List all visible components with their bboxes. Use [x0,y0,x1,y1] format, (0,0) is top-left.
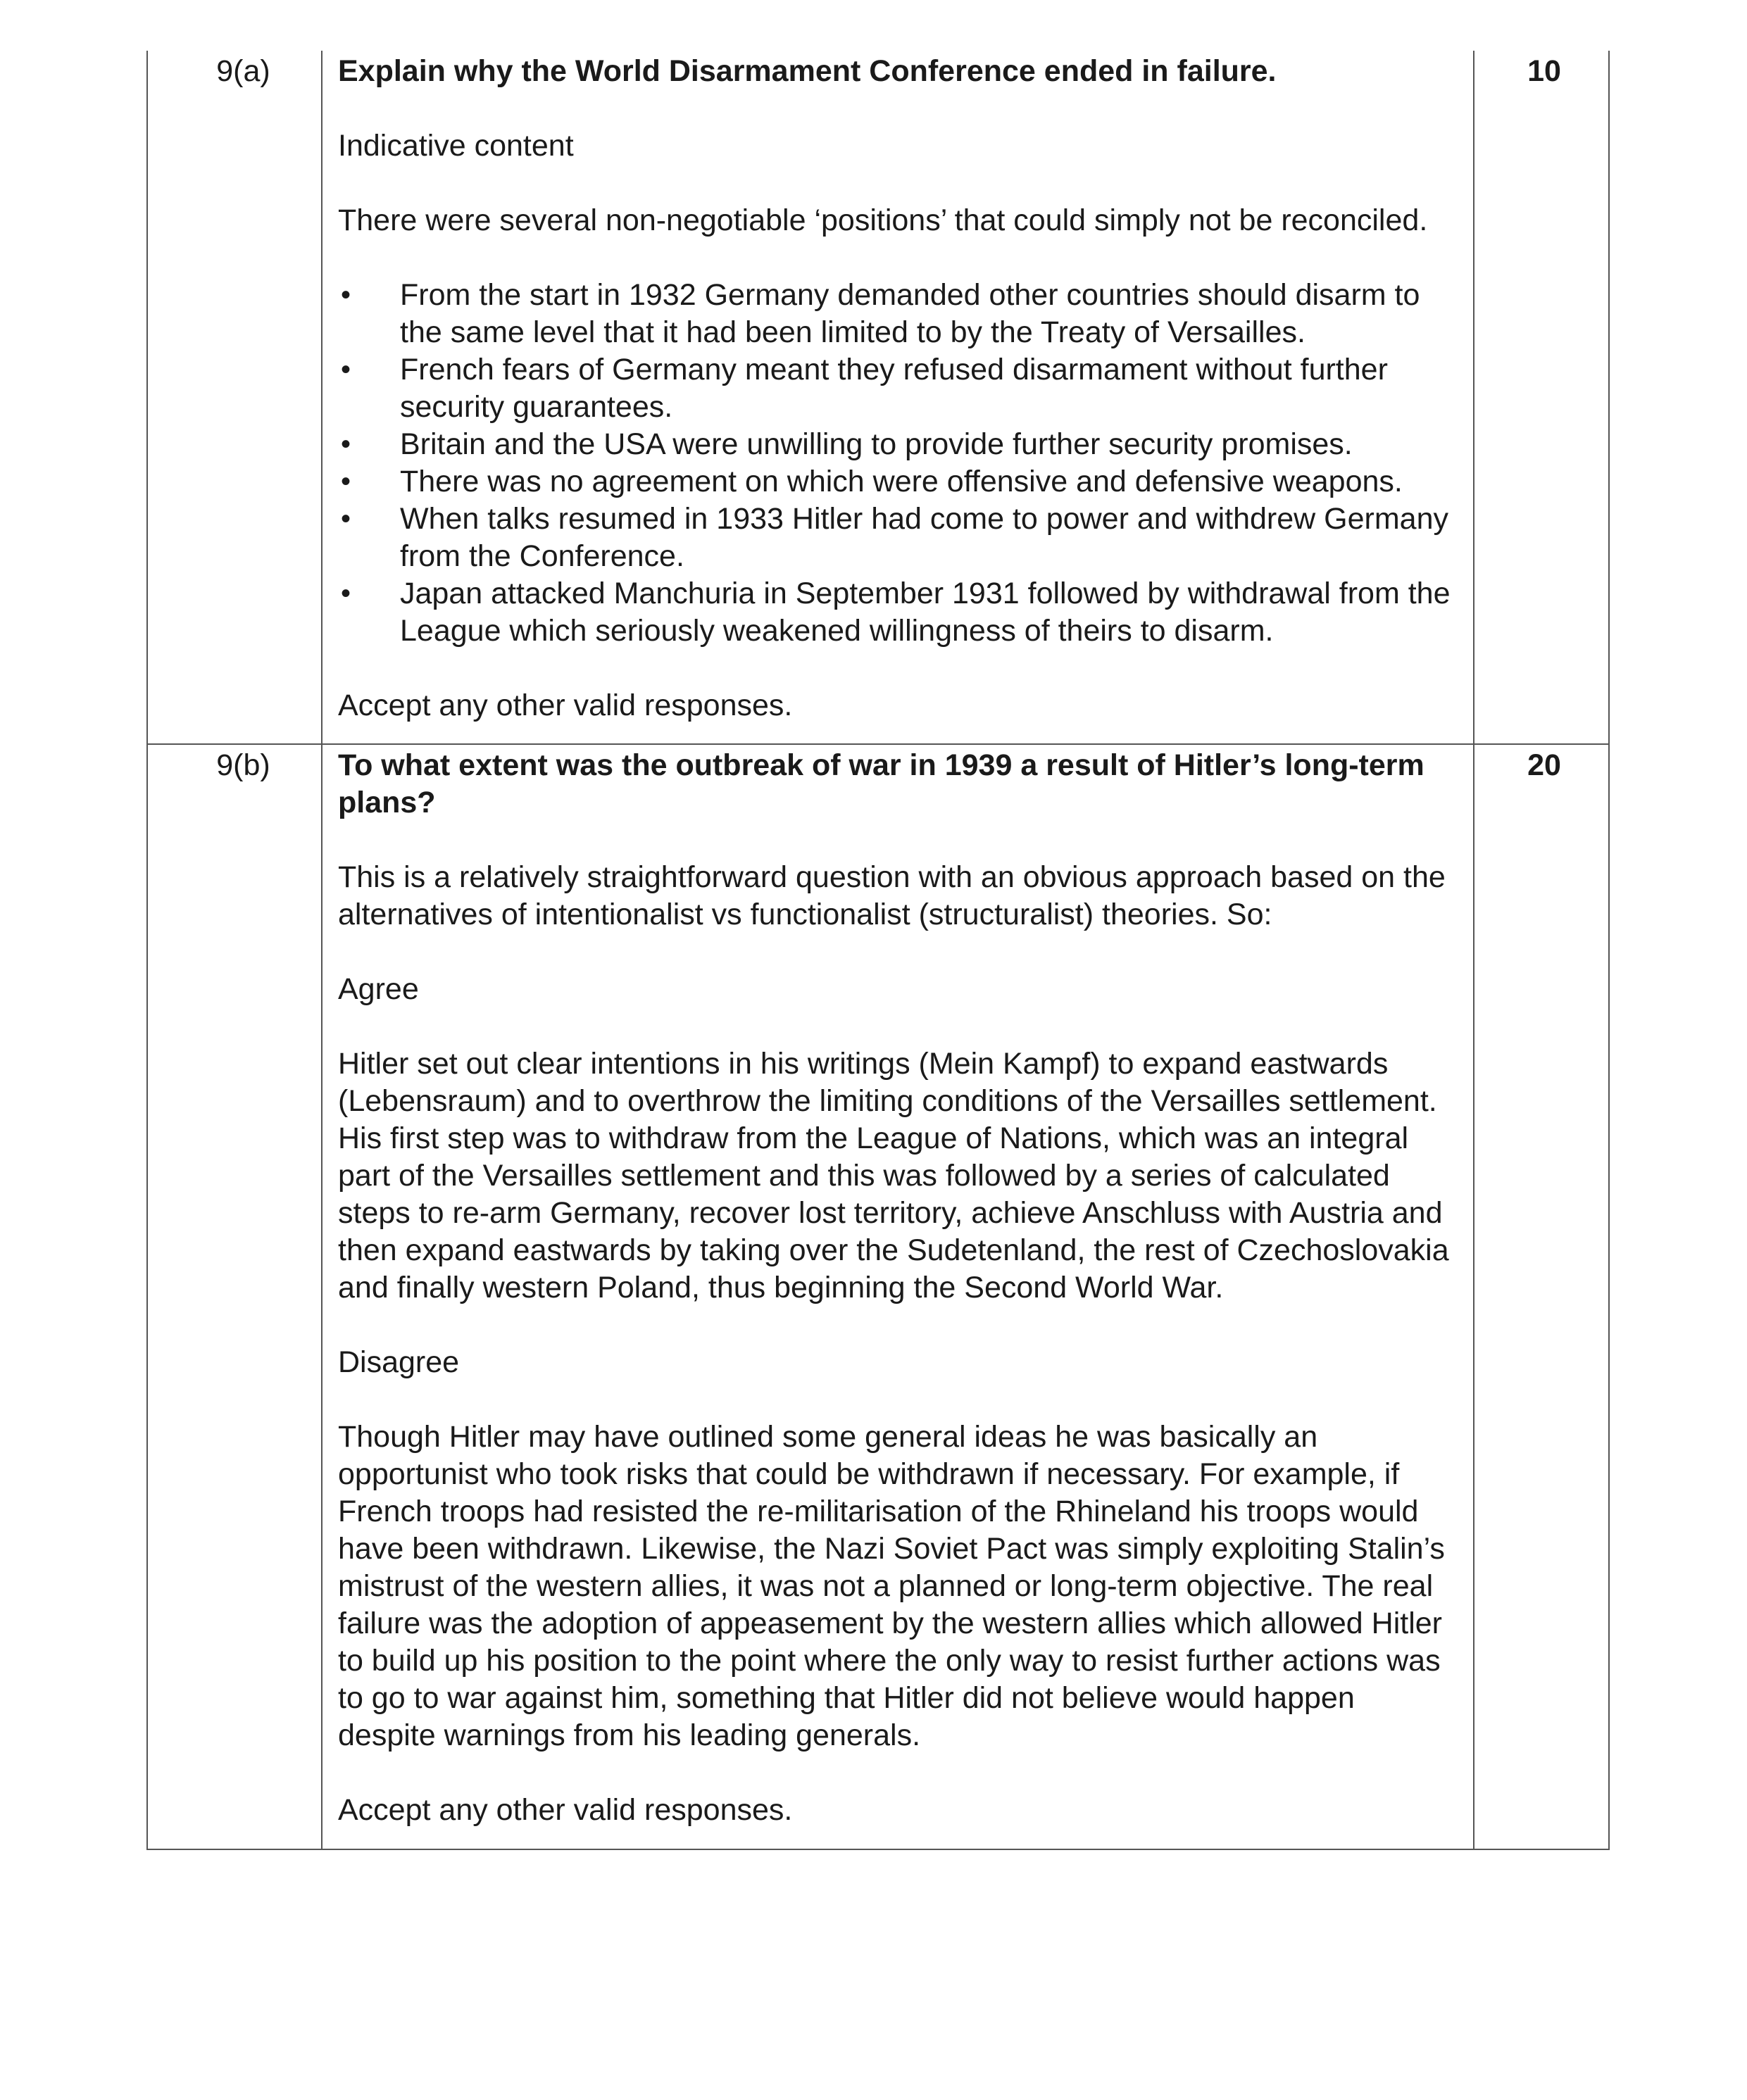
question-title: Explain why the World Disarmament Conference ended in failure. [338,54,1277,88]
intro-paragraph: There were several non-negotiable ‘positions’ that could simply not be reconciled. [338,203,1428,237]
bullet-item: • From the start in 1932 Germany demanded other countries should disarm to the same level that it had been limited to by the Treaty of Versailles. [338,277,1460,351]
marks-cell [1474,744,1609,1849]
intro-paragraph: This is a relatively straightforward question with an obvious approach based on the alternatives of intentionalist vs functionalist (structuralist) theories. So: [338,860,1446,931]
answer-cell [322,744,1474,1849]
question-number: 9(a) [216,54,270,88]
bullet-item: • There was no agreement on which were offensive and defensive weapons. [338,463,1460,501]
closing-note: Accept any other valid responses. [338,1793,793,1827]
question-row-9a [147,51,1609,744]
question-number: 9(b) [216,748,270,782]
disagree-paragraph: Though Hitler may have outlined some general ideas he was basically an opportunist who took risks that could be withdrawn if necessary. For example, if French troops had resisted the re-militarisation of the Rhineland his troops would have been withdrawn. Likewise, the Nazi Soviet Pact was simply exploiting Stalin’s mistrust of the western allies, it was not a planned or long-term objective. The real failure was the adoption of appeasement by the western allies which allowed Hitler to build up his position to the point where the only way to resist further actions was to go to war against him, something that Hitler did not believe would happen despite warnings from his leading generals. [338,1420,1445,1752]
question-number-cell [147,744,322,1849]
question-title: To what extent was the outbreak of war in 1939 a result of Hitler’s long-term plans? [338,748,1424,819]
question-row-9b [147,744,1609,1849]
closing-note: Accept any other valid responses. [338,689,793,722]
indicative-content-label: Indicative content [338,129,574,163]
disagree-heading: Disagree [338,1345,460,1379]
marks-value: 20 [1527,748,1561,782]
marks-cell [1474,51,1609,744]
bullet-list [338,277,1460,650]
bullet-item: • Britain and the USA were unwilling to provide further security promises. [338,426,1460,463]
bullet-item: • French fears of Germany meant they refused disarmament without further security guarantees. [338,351,1460,426]
bullet-item: • Japan attacked Manchuria in September 1931 followed by withdrawal from the League which seriously weakened willingness of theirs to disarm. [338,575,1460,650]
mark-scheme-table [146,51,1610,1850]
question-number-cell [147,51,322,744]
agree-heading: Agree [338,972,419,1006]
answer-cell [322,51,1474,744]
marks-value: 10 [1527,54,1561,88]
bullet-item: • When talks resumed in 1933 Hitler had come to power and withdrew Germany from the Conference. [338,501,1460,575]
agree-paragraph: Hitler set out clear intentions in his writings (Mein Kampf) to expand eastwards (Lebensraum) and to overthrow the limiting conditions of the Versailles settlement. His first step was to withdraw from the League of Nations, which was an integral part of the Versailles settlement and this was followed by a series of calculated steps to re-arm Germany, recover lost territory, achieve Anschluss with Austria and then expand eastwards by taking over the Sudetenland, the rest of Czechoslovakia and finally western Poland, thus beginning the Second World War. [338,1047,1449,1304]
